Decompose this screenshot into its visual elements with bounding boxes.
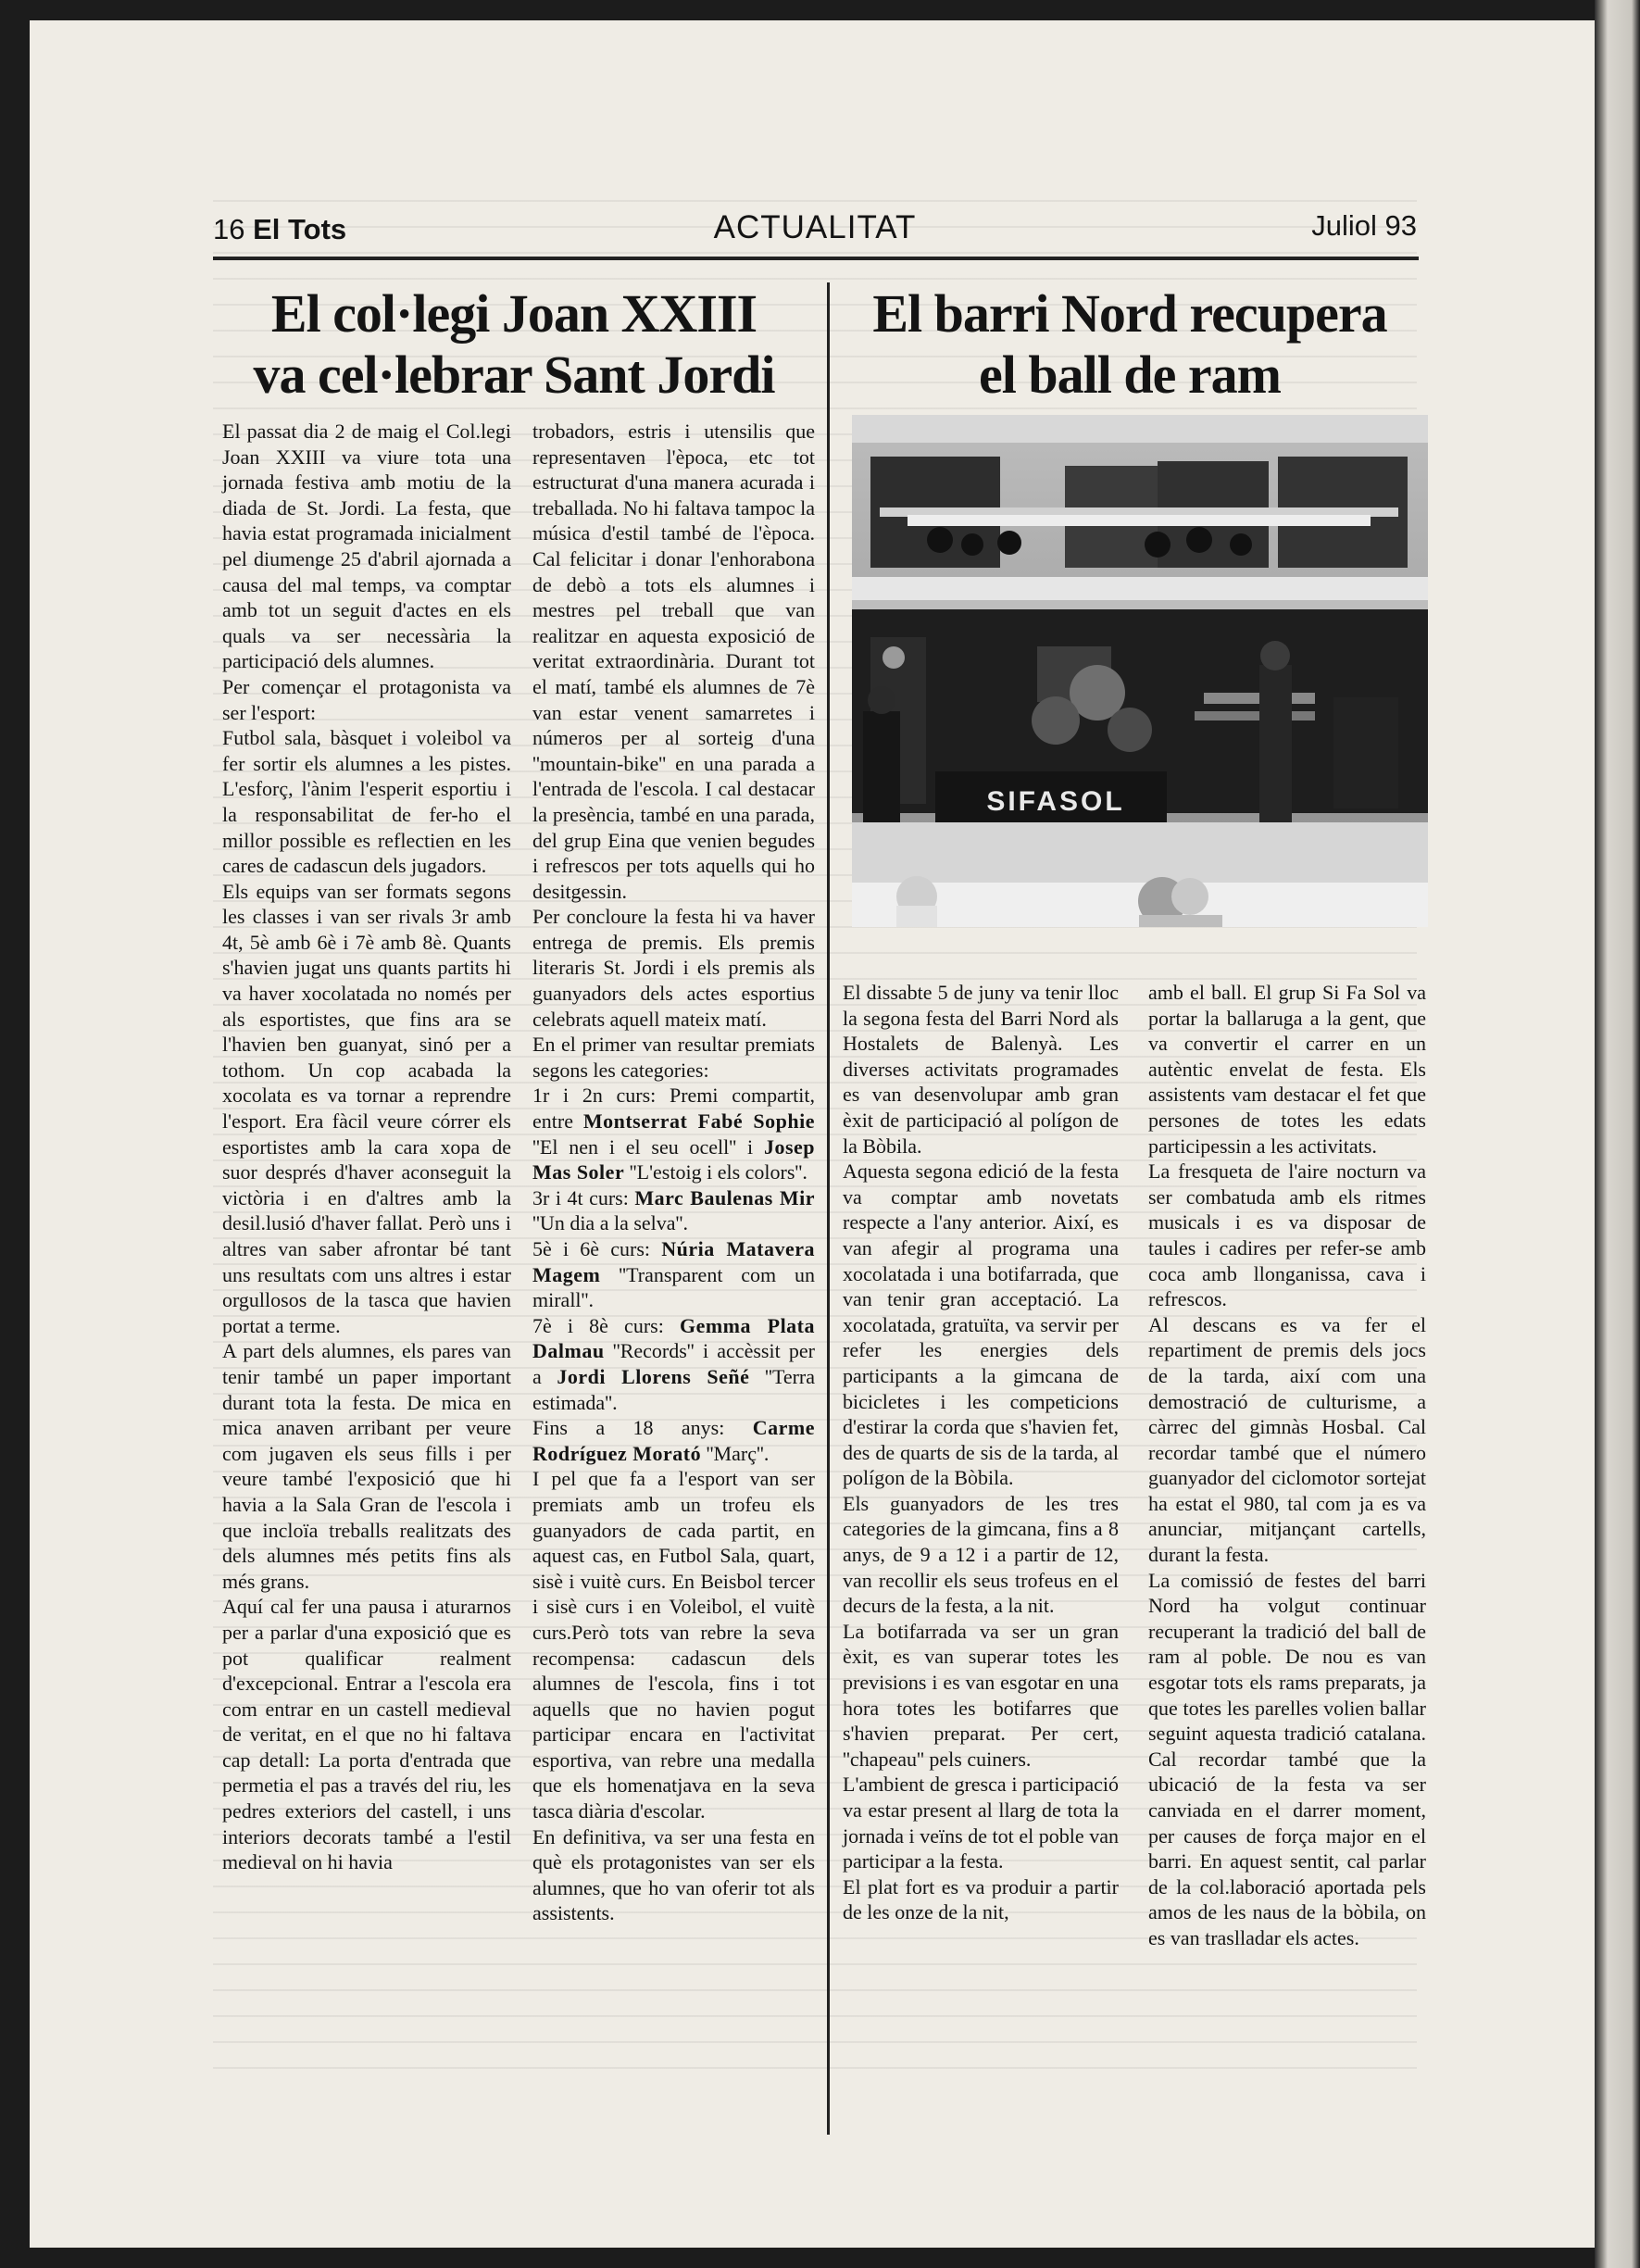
next-page-edge bbox=[1595, 0, 1640, 2268]
article1-headline bbox=[208, 283, 820, 406]
paragraph: La comissió de festes del barri Nord ha volgut continuar recuperant la tradició del ball de ram al poble. De nou es van esgotar tots els rams preparats, ja que totes les parelles volien ballar seguint aquesta tradició catalana. Cal recordar també que la ubicació de la festa va ser canviada en el darrer moment, per causes de força major en el barri. En aquest sentit, cal parlar de la col.laboració aportada pels amos de les naus de la bòbila, on es van traslladar els actes. bbox=[1148, 1568, 1426, 1949]
winner-name: Carme Rodríguez Morató bbox=[532, 1416, 815, 1465]
paragraph: El plat fort es va produir a partir de les onze de la nit, bbox=[843, 1874, 1119, 1924]
photo-banner-text: SIFASOL bbox=[986, 786, 1125, 817]
article2-title-line1: El barri Nord recupera bbox=[872, 283, 1387, 344]
award-5e-6e: 5è i 6è curs: Núria Matavera Magem ''Transparent com un mirall''. bbox=[532, 1237, 816, 1312]
award-3r-4t: 3r i 4t curs: Marc Baulenas Mir ''Un dia a la selva''. bbox=[532, 1185, 815, 1235]
paragraph: Futbol sala, bàsquet i voleibol va fer sortir els alumnes a les pistes. L'esforç, l'ànim l'esperit esportiu i la responsabilitat de fer-ho el millor possible es reflectien en les cares de cadascun dels jugadors. bbox=[222, 726, 511, 878]
winner-name: Josep Mas Soler bbox=[532, 1134, 815, 1184]
winner-name: Núria Matavera Magem bbox=[532, 1237, 816, 1286]
paragraph: El dissabte 5 de juny va tenir lloc la segona festa del Barri Nord als Hostalets de Balenyà. Les diverses activitats programades es van desenvolupar amb gran èxit de participació al polígon de la Bòbila. bbox=[843, 981, 1119, 1158]
article-divider bbox=[827, 282, 830, 2135]
header-rule bbox=[213, 257, 1419, 260]
article1-column2 bbox=[532, 419, 815, 1926]
paragraph: La fresqueta de l'aire nocturn va ser combatuda amb els ritmes musicals i es va disposar de taules i cadires per refer-se amb coca amb llonganissa, cava i refrescos. bbox=[1148, 1159, 1426, 1311]
article2-column2 bbox=[1148, 980, 1426, 1951]
winner-name: Montserrat Fabé Sophie bbox=[582, 1109, 816, 1134]
stage-photo-illustration bbox=[852, 415, 1428, 927]
award-1r-2n: 1r i 2n curs: Premi compartit, entre Montserrat Fabé Sophie ''El nen i el seu ocell'' i Josep Mas Soler ''L'estoig i els colors''. bbox=[532, 1084, 816, 1184]
paragraph: La botifarrada va ser un gran èxit, es van superar totes les previsions i es van esgotar en una hora totes les botifarres que s'havien preparat. Per cert, ''chapeau'' pels cuiners. bbox=[843, 1619, 1119, 1771]
article2-title-line2: el ball de ram bbox=[979, 345, 1281, 405]
paragraph: Al descans es va fer el repartiment de premis dels jocs de la tarda, així com una demostració de culturisme, a càrrec del gimnàs Hosbal. Cal recordar també que el número guanyador del ciclomotor sortejat ha estat el 980, tal com ja es va anunciar, mitjançant cartells, durant la festa. bbox=[1148, 1312, 1426, 1567]
paragraph: L'ambient de gresca i participació va estar present al llarg de tota la jornada i veïns de tot el poble van participar a la festa. bbox=[843, 1773, 1119, 1873]
article1-column1 bbox=[222, 419, 511, 1875]
winner-name: Gemma Plata Dalmau bbox=[532, 1313, 816, 1363]
article1-title-line1: El col·legi Joan XXIII bbox=[270, 283, 757, 344]
page-number: 16 bbox=[213, 213, 245, 245]
winner-name: Jordi Llorens Señé bbox=[557, 1364, 750, 1388]
issue-date: Juliol 93 bbox=[1311, 209, 1417, 242]
article2-headline bbox=[838, 283, 1421, 406]
paragraph: trobadors, estris i utensilis que representaven l'època, etc tot estructurat d'una manera acurada i treballada. No hi faltava tampoc la música d'estil també de l'època. Cal felicitar i donar l'enhorabona de debò a tots els alumnes i mestres pel treball que van realitzar en aquesta exposició de veritat extraordinària. Durant tot el matí, també els alumnes de 7è van estar venent samarretes i números per al sorteig d'una ''mountain-bike'' en una parada a l'entrada de l'escola. I cal destacar la presència, també en una parada, del grup Eina que venien begudes i refrescos per tots aquells qui ho desitgessin. bbox=[532, 420, 815, 903]
paragraph: I pel que fa a l'esport van ser premiats amb un trofeu els guanyadors de cada partit, en aquest cas, en Futbol Sala, quart, sisè i vuitè curs. En Beisbol tercer i sisè curs i en Voleibol, el vuitè curs.Però tots van rebre la seva recompensa: cadascun dels alumnes de l'escola, fins i tot aquells que no havien pogut participar encara en l'activitat esportiva, van rebre una medalla que els homenatjava en la seva tasca diària d'escolar. bbox=[532, 1467, 815, 1823]
paragraph: Aquesta segona edició de la festa va comptar amb novetats respecte a l'any anterior. Així, es van afegir al programa una xocolatada i una botifarrada, que van tenir gran acceptació. La xocolatada, gratuïta, va servir per refer les energies dels participants a la gimcana de bicicletes i les competicions d'estirar la corda que s'havien fet, des de quarts de sis de la tarda, al polígon de la Bòbila. bbox=[843, 1159, 1119, 1490]
paragraph: Per començar el protagonista va ser l'esport: bbox=[222, 674, 511, 724]
paragraph: amb el ball. El grup Si Fa Sol va portar la ballaruga a la gent, que va convertir el carrer en un autèntic envelat de festa. Els assistents vam destacar el fet que persones de totes les edats participessin a les activitats. bbox=[1148, 981, 1426, 1158]
section-name: ACTUALITAT bbox=[713, 209, 917, 245]
page-header bbox=[213, 206, 1417, 261]
award-7e-8e: 7è i 8è curs: Gemma Plata Dalmau ''Records'' i accèssit per a Jordi Llorens Señé ''Terra estimada''. bbox=[532, 1313, 816, 1414]
winner-name: Marc Baulenas Mir bbox=[634, 1185, 815, 1209]
paragraph: Per concloure la festa hi va haver entrega de premis. Els premis literaris St. Jordi i els premis als guanyadors dels actes esportius celebrats aquell mateix matí. bbox=[532, 905, 815, 1031]
award-18-anys: Fins a 18 anys: Carme Rodríguez Morató ''Març''. bbox=[532, 1416, 815, 1465]
paragraph: En el primer van resultar premiats segons les categories: bbox=[532, 1033, 815, 1082]
paragraph: Els equips van ser formats segons les classes i van ser rivals 3r amb 4t, 5è amb 6è i 7è amb 8è. Quants s'havien jugat uns quants partits hi va haver xocolatada no només per als esportistes, que fins ara se l'havien ben guanyat, sinó per a tothom. Un cop acabada la xocolata es va tornar a reprendre l'esport. Era fàcil veure córrer els esportistes amb la cara xopa de suor després d'haver aconseguit la victòria i en d'altres amb la desil.lusió d'haver fallat. Però uns i altres van saber afrontar bé tant uns resultats com uns altres i estar orgullosos de la tasca que havien portat a terme. bbox=[222, 879, 511, 1337]
publication-name: El Tots bbox=[253, 213, 347, 245]
article1-title-line2: va cel·lebrar Sant Jordi bbox=[253, 345, 775, 405]
paragraph: El passat dia 2 de maig el Col.legi Joan XXIII va viure tota una jornada festiva amb motiu de la diada de St. Jordi. La festa, que havia estat programada inicialment pel diumenge 25 d'abril ajornada a causa del mal temps, va comptar amb tot un seguit d'actes en els quals va ser necessària la participació dels alumnes. bbox=[222, 420, 511, 673]
paragraph: En definitiva, va ser una festa en què els protagonistes van ser els alumnes, que ho van oferir tot als assistents. bbox=[532, 1824, 815, 1925]
paragraph: A part dels alumnes, els pares van tenir també un paper important durant tota la festa. De mica en mica anaven arribant per veure com jugaven els seus fills i per veure també l'exposició que hi havia a la Sala Gran de l'escola i que incloïa treballs realitzats des dels alumnes més petits fins als més grans. bbox=[222, 1339, 511, 1593]
article2-column1 bbox=[843, 980, 1119, 1925]
paragraph: Els guanyadors de les tres categories de la gimcana, fins a 8 anys, de 9 a 12 i a partir de 12, van recollir els seus trofeus en el decurs de la festa, a la nit. bbox=[843, 1491, 1119, 1618]
paragraph: Aquí cal fer una pausa i aturarnos per a parlar d'una exposició que es pot qualificar realment d'excepcional. Entrar a l'escola era com entrar en un castell medieval de veritat, en el que no hi faltava cap detall: La porta d'entrada que permetia el pas a través del riu, les pedres exteriors del castell, i uns interiors decorats també a l'estil medieval on hi havia bbox=[222, 1595, 511, 1874]
band-stage-photo bbox=[852, 415, 1428, 927]
